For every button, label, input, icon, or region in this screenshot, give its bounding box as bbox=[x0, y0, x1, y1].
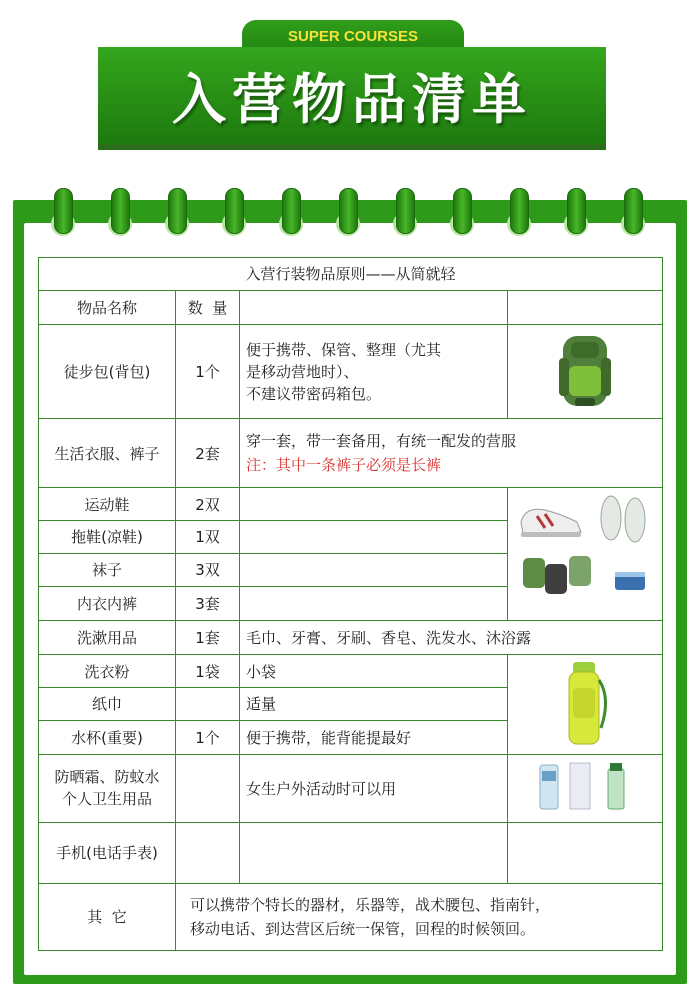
item-name: 徒步包(背包) bbox=[39, 325, 176, 419]
item-name bbox=[39, 755, 176, 822]
item-quantity: 2套 bbox=[176, 419, 240, 488]
binder-ring-icon bbox=[50, 188, 76, 240]
item-name-line: 防晒霜、防蚊水 bbox=[54, 768, 160, 787]
title-banner bbox=[98, 47, 606, 144]
binder-ring-icon bbox=[620, 188, 646, 240]
item-quantity: 1双 bbox=[176, 520, 240, 553]
column-header-note bbox=[240, 290, 508, 325]
binder-ring-icon bbox=[335, 188, 361, 240]
item-note bbox=[240, 419, 663, 488]
sunscreen-bottles-icon bbox=[530, 759, 640, 813]
table-title-row bbox=[39, 258, 663, 291]
shoes-socks-icon bbox=[515, 492, 655, 612]
table-row bbox=[39, 325, 663, 419]
item-note bbox=[240, 822, 508, 883]
item-name: 袜子 bbox=[39, 553, 176, 587]
item-note: 毛巾、牙膏、牙刷、香皂、洗发水、沐浴露 bbox=[240, 620, 663, 655]
super-courses-text: SUPER COURSES bbox=[287, 28, 419, 45]
binder-ring-icon bbox=[278, 188, 304, 240]
item-note bbox=[240, 587, 508, 621]
other-note-line: 移动电话、到达营区后统一保管，回程的时候领回。 bbox=[190, 919, 536, 938]
column-header-item-name: 物品名称 bbox=[39, 290, 176, 325]
item-note bbox=[240, 520, 508, 553]
binder-ring-icon bbox=[221, 188, 247, 240]
other-note-line: 可以携带个特长的器材，乐器等，战术腰包、指南针， bbox=[190, 895, 551, 914]
table-row-other bbox=[39, 883, 663, 950]
item-name-line: 个人卫生用品 bbox=[61, 790, 152, 809]
item-quantity bbox=[176, 822, 240, 883]
item-note bbox=[240, 553, 508, 587]
column-header-image bbox=[508, 290, 663, 325]
backpack-icon bbox=[545, 328, 625, 412]
item-quantity: 3套 bbox=[176, 587, 240, 621]
item-note-line: 是移动营地时）、 bbox=[246, 362, 359, 381]
other-note bbox=[176, 883, 663, 950]
item-quantity: 1袋 bbox=[176, 655, 240, 688]
item-note bbox=[240, 325, 508, 419]
shoes-clothing-image bbox=[508, 488, 663, 620]
item-name: 内衣内裤 bbox=[39, 587, 176, 621]
item-quantity: 1个 bbox=[176, 325, 240, 419]
item-note: 便于携带，能背能提最好 bbox=[240, 720, 508, 755]
table-row bbox=[39, 755, 663, 822]
table-row bbox=[39, 822, 663, 883]
page-title: 入营物品清单 bbox=[172, 68, 532, 131]
item-name: 手机(电话手表) bbox=[39, 822, 176, 883]
backpack-image bbox=[508, 325, 663, 419]
water-bottle-icon bbox=[555, 658, 615, 748]
table-title: 入营行装物品原则——从简就轻 bbox=[39, 258, 663, 291]
column-header-quantity: 数 量 bbox=[176, 290, 240, 325]
item-name: 水杯(重要) bbox=[39, 720, 176, 755]
item-quantity: 3双 bbox=[176, 553, 240, 587]
table-row bbox=[39, 620, 663, 655]
item-image-empty bbox=[508, 822, 663, 883]
item-note bbox=[240, 488, 508, 521]
item-name: 拖鞋(凉鞋) bbox=[39, 520, 176, 553]
toiletries-image bbox=[508, 755, 663, 822]
item-note: 适量 bbox=[240, 688, 508, 721]
item-name: 运动鞋 bbox=[39, 488, 176, 521]
table-row bbox=[39, 655, 663, 688]
water-bottle-image bbox=[508, 655, 663, 755]
item-name: 洗衣粉 bbox=[39, 655, 176, 688]
item-name: 纸巾 bbox=[39, 688, 176, 721]
item-quantity: 2双 bbox=[176, 488, 240, 521]
table-row bbox=[39, 488, 663, 521]
item-quantity bbox=[176, 755, 240, 822]
item-quantity: 1个 bbox=[176, 720, 240, 755]
binder-ring-icon bbox=[563, 188, 589, 240]
other-label: 其 它 bbox=[39, 883, 176, 950]
item-note-line: 穿一套，带一套备用，有统一配发的营服 bbox=[246, 432, 517, 451]
item-name: 生活衣服、裤子 bbox=[39, 419, 176, 488]
item-note-line: 便于携带、保管、整理（尤其 bbox=[246, 340, 442, 359]
binder-ring-icon bbox=[392, 188, 418, 240]
table-header-row bbox=[39, 290, 663, 325]
item-note-warning: 注：其中一条裤子必须是长裤 bbox=[246, 456, 442, 475]
item-note: 小袋 bbox=[240, 655, 508, 688]
binder-ring-icon bbox=[449, 188, 475, 240]
item-quantity: 1套 bbox=[176, 620, 240, 655]
binder-ring-icon bbox=[107, 188, 133, 240]
packing-list-table bbox=[38, 257, 663, 951]
item-note-line: 不建议带密码箱包。 bbox=[246, 384, 382, 403]
item-note: 女生户外活动时可以用 bbox=[240, 755, 508, 822]
table-row bbox=[39, 419, 663, 488]
item-name: 洗漱用品 bbox=[39, 620, 176, 655]
binder-ring-icon bbox=[164, 188, 190, 240]
item-quantity bbox=[176, 688, 240, 721]
binder-ring-icon bbox=[506, 188, 532, 240]
